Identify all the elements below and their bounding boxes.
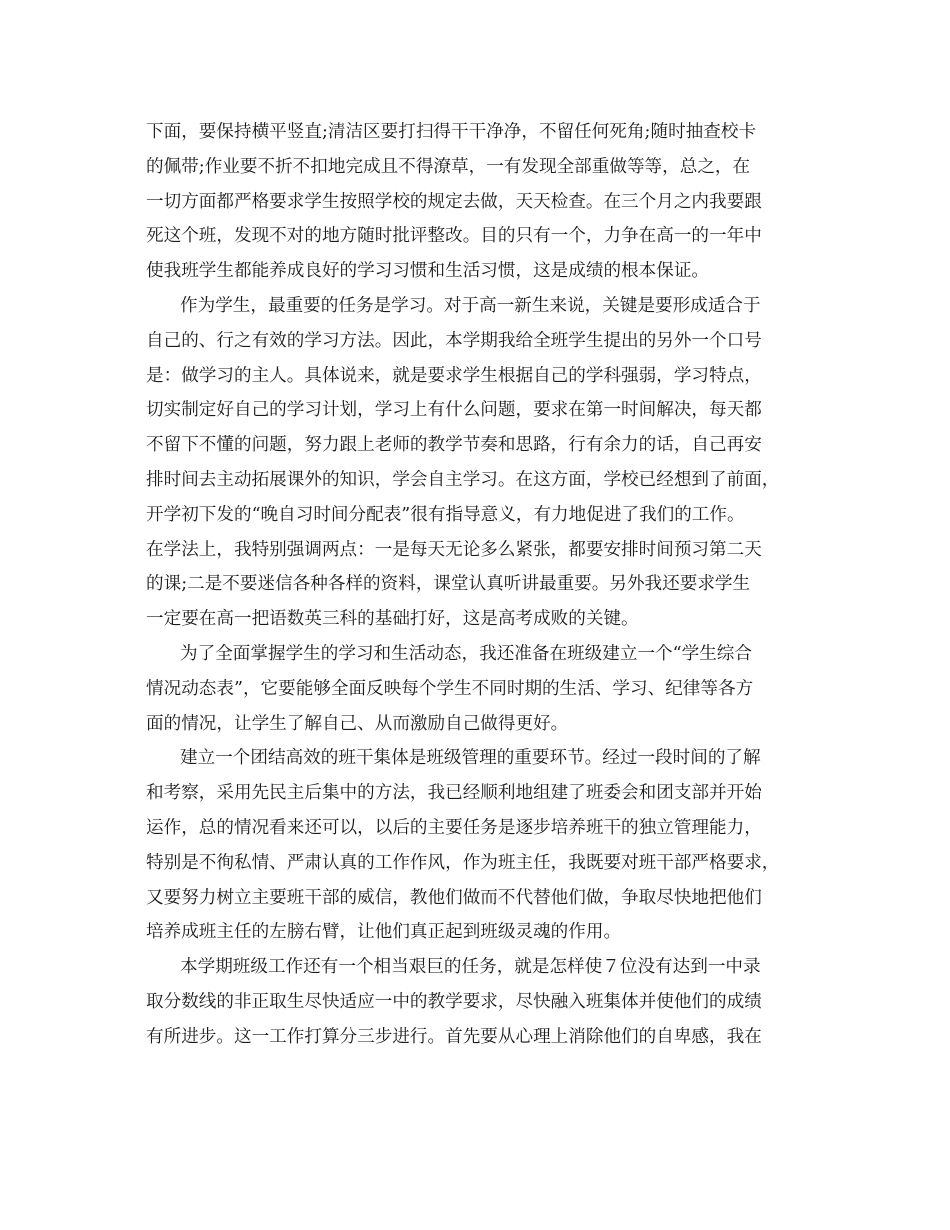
text-line: 面的情况，让学生了解自己、从而激励自己做得更好。 (146, 713, 569, 734)
text-line: 死这个班，发现不对的地方随时批评整改。目的只有一个，力争在高一的一年中 (146, 226, 762, 247)
text-line: 是：做学习的主人。具体说来，就是要求学生根据自己的学科强弱，学习特点， (146, 365, 762, 386)
text-line: 情况动态表”，它要能够全面反映每个学生不同时期的生活、学习、纪律等各方 (146, 678, 754, 699)
text-line: 的课;二是不要迷信各种各样的资料，课堂认真听讲最重要。另外我还要求学生 (146, 574, 751, 595)
text-line: 自己的、行之有效的学习方法。因此，本学期我给全班学生提出的另外一个口号 (146, 330, 762, 351)
text-line: 在学法上，我特别强调两点：一是每天无论多么紧张，都要安排时间预习第二天 (146, 539, 762, 560)
text-line: 切实制定好自己的学习计划，学习上有什么问题，要求在第一时间解决，每天都 (146, 400, 762, 421)
text-line: 不留下不懂的问题，努力跟上老师的教学节奏和思路，行有余力的话，自己再安 (146, 435, 762, 456)
text-line: 运作，总的情况看来还可以，以后的主要任务是逐步培养班干的独立管理能力， (146, 817, 762, 838)
text-line: 一切方面都严格要求学生按照学校的规定去做，天天检查。在三个月之内我要跟 (146, 191, 762, 212)
text-line: 一定要在高一把语数英三科的基础打好，这是高考成败的关键。 (146, 609, 639, 630)
text-line: 特别是不徇私情、严肃认真的工作作风，作为班主任，我既要对班干部严格要求， (146, 852, 780, 873)
text-line: 作为学生，最重要的任务是学习。对于高一新生来说，关键是要形成适合于 (180, 295, 761, 316)
text-line: 下面，要保持横平竖直;清洁区要打扫得干干净净，不留任何死角;随时抽查校卡 (146, 122, 757, 142)
text-line: 排时间去主动拓展课外的知识，学会自主学习。在这方面，学校已经想到了前面， (146, 469, 780, 490)
text-line: 开学初下发的“晚自习时间分配表”很有指导意义，有力地促进了我们的工作。 (146, 504, 745, 525)
text-line: 为了全面掌握学生的学习和生活动态，我还准备在班级建立一个“学生综合 (180, 643, 752, 664)
document-body-text (146, 115, 808, 1055)
text-line: 建立一个团结高效的班干集体是班级管理的重要环节。经过一段时间的了解 (180, 748, 761, 769)
text-line: 培养成班主任的左膀右臂，让他们真正起到班级灵魂的作用。 (146, 922, 622, 943)
text-line: 有所进步。这一工作打算分三步进行。首先要从心理上消除他们的自卑感，我在 (146, 1026, 762, 1047)
text-line: 的佩带;作业要不折不扣地完成且不得潦草，一有发现全部重做等等，总之，在 (146, 156, 751, 177)
text-line: 又要努力树立主要班干部的威信，教他们做而不代替他们做，争取尽快地把他们 (146, 887, 762, 908)
text-line: 使我班学生都能养成良好的学习习惯和生活习惯，这是成绩的根本保证。 (146, 261, 710, 282)
text-line: 本学期班级工作还有一个相当艰巨的任务，就是怎样使７位没有达到一中录 (180, 957, 761, 978)
text-line: 和考察，采用先民主后集中的方法，我已经顺利地组建了班委会和团支部并开始 (146, 783, 762, 804)
text-line: 取分数线的非正取生尽快适应一中的教学要求，尽快融入班集体并使他们的成绩 (146, 991, 762, 1012)
